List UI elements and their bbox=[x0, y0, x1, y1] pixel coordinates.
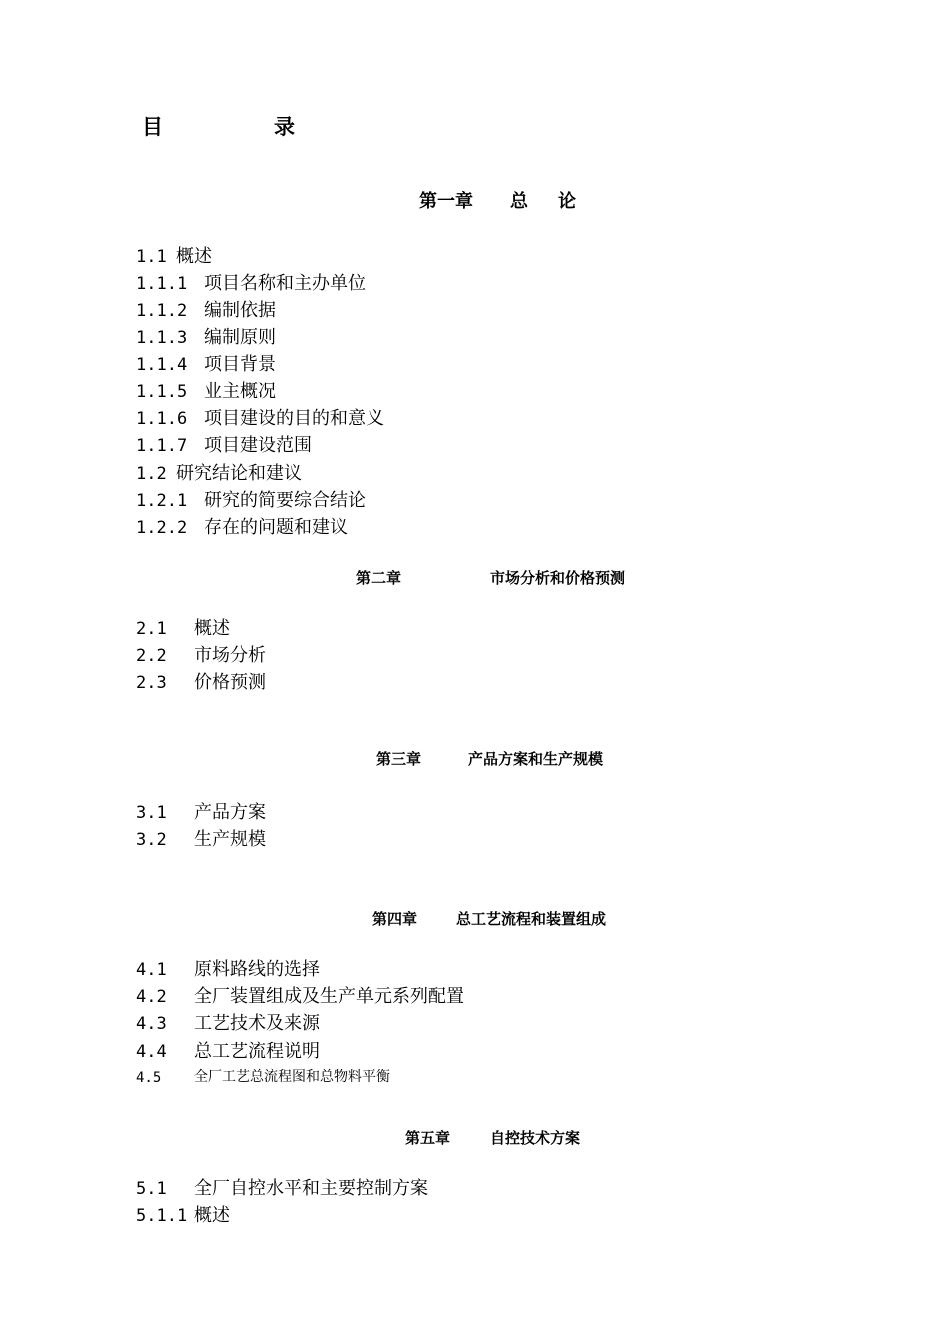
toc-item-number: 4.3 bbox=[136, 1014, 167, 1034]
toc-item-text: 编制依据 bbox=[204, 300, 276, 321]
toc-item-text: 全厂自控水平和主要控制方案 bbox=[194, 1178, 428, 1199]
chapter4-label: 第四章 bbox=[372, 910, 418, 928]
toc-item-number: 1.1.6 bbox=[136, 409, 188, 429]
toc-item-number: 1.2 bbox=[136, 464, 167, 484]
toc-item-text: 项目建设的目的和意义 bbox=[204, 408, 384, 429]
toc-item-number: 1.1.7 bbox=[136, 436, 188, 456]
toc-item-text: 研究结论和建议 bbox=[176, 463, 302, 484]
chapter4-title: 总工艺流程和装置组成 bbox=[456, 910, 607, 928]
toc-item-number: 1.1.1 bbox=[136, 274, 188, 294]
toc-title-right: 录 bbox=[274, 115, 295, 139]
toc-item-text: 概述 bbox=[194, 1205, 230, 1226]
toc-item-number: 1.1.3 bbox=[136, 328, 188, 348]
toc-item-text: 概述 bbox=[194, 618, 230, 639]
toc-item-number: 2.1 bbox=[136, 619, 167, 639]
toc-item-number: 3.1 bbox=[136, 803, 167, 823]
toc-item-number: 2.3 bbox=[136, 673, 167, 693]
toc-item-number: 1.2.1 bbox=[136, 491, 188, 511]
toc-item-text: 工艺技术及来源 bbox=[194, 1013, 320, 1034]
toc-item-number: 1.2.2 bbox=[136, 518, 188, 538]
chapter2-title: 市场分析和价格预测 bbox=[490, 569, 626, 587]
toc-item-number: 4.5 bbox=[136, 1070, 162, 1086]
toc-item-number: 5.1 bbox=[136, 1179, 167, 1199]
chapter3-title: 产品方案和生产规模 bbox=[468, 750, 604, 768]
toc-item-number: 5.1.1 bbox=[136, 1206, 188, 1226]
chapter3-label: 第三章 bbox=[376, 750, 422, 768]
chapter1-label: 第一章 bbox=[419, 191, 473, 212]
toc-item-text: 项目名称和主办单位 bbox=[204, 273, 366, 294]
toc-item-text: 市场分析 bbox=[194, 645, 266, 666]
toc-item-text: 产品方案 bbox=[194, 802, 266, 823]
toc-item-text: 生产规模 bbox=[194, 829, 266, 850]
toc-item-text: 总工艺流程说明 bbox=[194, 1041, 320, 1062]
chapter5-label: 第五章 bbox=[405, 1129, 451, 1147]
toc-item-text: 全厂装置组成及生产单元系列配置 bbox=[194, 986, 464, 1007]
toc-item-number: 4.4 bbox=[136, 1042, 167, 1062]
toc-item-text: 概述 bbox=[176, 246, 212, 267]
toc-title-left: 目 bbox=[142, 115, 163, 139]
toc-item-text: 全厂工艺总流程图和总物料平衡 bbox=[194, 1069, 390, 1085]
toc-item-number: 1.1.2 bbox=[136, 301, 188, 321]
chapter1-word2: 论 bbox=[558, 191, 576, 212]
toc-item-number: 4.2 bbox=[136, 987, 167, 1007]
toc-item-text: 项目建设范围 bbox=[204, 435, 312, 456]
toc-item-number: 1.1 bbox=[136, 247, 167, 267]
toc-item-number: 1.1.5 bbox=[136, 382, 188, 402]
toc-item-text: 项目背景 bbox=[204, 354, 276, 375]
toc-item-number: 1.1.4 bbox=[136, 355, 188, 375]
chapter5-title: 自控技术方案 bbox=[490, 1129, 581, 1147]
chapter2-label: 第二章 bbox=[356, 569, 402, 587]
toc-item-text: 业主概况 bbox=[204, 381, 276, 402]
toc-item-text: 价格预测 bbox=[194, 672, 266, 693]
toc-item-text: 编制原则 bbox=[204, 327, 276, 348]
toc-item-text: 研究的简要综合结论 bbox=[204, 490, 366, 511]
chapter1-word1: 总 bbox=[510, 191, 528, 212]
toc-item-number: 2.2 bbox=[136, 646, 167, 666]
toc-item-text: 原料路线的选择 bbox=[194, 959, 320, 980]
toc-item-number: 3.2 bbox=[136, 830, 167, 850]
toc-item-text: 存在的问题和建议 bbox=[204, 517, 348, 538]
toc-item-number: 4.1 bbox=[136, 960, 167, 980]
